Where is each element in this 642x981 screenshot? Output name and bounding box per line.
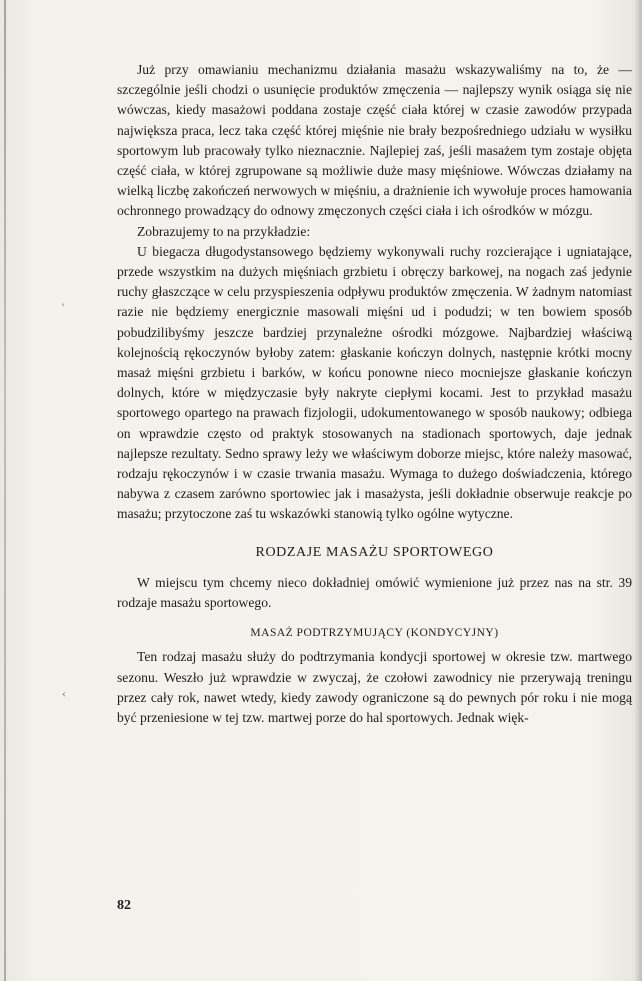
section-heading: RODZAJE MASAŻU SPORTOWEGO <box>255 544 494 560</box>
page-number: 82 <box>117 898 131 913</box>
paragraph-example-intro: Zobrazujemy to na przykładzie: <box>137 223 311 239</box>
margin-mark: ' <box>62 300 65 314</box>
subsection-heading: MASAŻ PODTRZYMUJĄCY (KONDYCYJNY) <box>250 627 499 640</box>
text-body <box>117 60 632 728</box>
page-edge-shadow <box>634 0 642 981</box>
binding-edge <box>4 0 6 981</box>
margin-mark: ‹ <box>62 686 66 700</box>
paragraph-mechanism: Już przy omawianiu mechanizmu działania masażu wskazywaliśmy na to, że — szczególnie jeśli chodzi o usunięcie produktów zmęczenia — najlepszy wynik osiąga się nie wówczas, kiedy masażowi poddana zostaje część ciała której w czasie zawodów przypada największa praca, lecz taka część której mięśnie nie brały bezpośredniego udziału w wysiłku sportowym lub pracowały tylko nieznacznie. Najlepiej zaś, jeśli masażem tym zostaje objęta część ciała, w której zgrupowane są możliwie duże masy mięśniowe. Wówczas działamy na wielką liczbę zakończeń nerwowych w mięśniu, a drażnienie ich wywołuje proces hamowania ochronnego prowadzący do odnowy zmęczonych części ciała i ich ośrodków w mózgu. <box>117 62 632 219</box>
paragraph-section-intro: W miejscu tym chcemy nieco dokładniej omówić wymienione już przez nas na str. 39 rodzaje masażu sportowego. <box>117 574 632 611</box>
paragraph-runner-example: U biegacza długodystansowego będziemy wykonywali ruchy rozcierające i ugniatające, przede wszystkim na dużych mięśniach grzbietu i obręczy barkowej, na nogach zaś jedynie ruchy głaszczące w celu przyspieszenia odpływu produktów zmęczenia. W żadnym natomiast razie nie będziemy energicznie masowali mięśni ud i podudzi; w ten bowiem sposób pobudzilibyśmy jeszcze bardziej przynależne ośrodki mózgowe. Najbardziej właściwą kolejnością rękoczynów byłoby zatem: głaskanie kończyn dolnych, następnie krótki mocny masaż mięśni grzbietu i barków, w końcu ponowne nieco mocniejsze głaskanie kończyn dolnych, które w międzyczasie były nakryte ciepłymi kocami. Jest to przykład masażu sportowego opartego na prawach fizjologii, udokumentowanego w sposób naukowy; odbiega on wprawdzie często od praktyk stosowanych na stadionach sportowych, daje jednak najlepsze rezultaty. Sedno sprawy leży we właściwym doborze miejsc, które należy masować, rodzaju rękoczynów i w czasie trwania masażu. Wymaga to dużego doświadczenia, którego nabywa z czasem zarówno sportowiec jak i masażysta, jeśli dokładnie obserwuje reakcje po masażu; przytoczone zaś tu wskazówki stanowią tylko ogólne wytyczne. <box>117 243 632 522</box>
paragraph-maintenance-massage: Ten rodzaj masażu służy do podtrzymania kondycji sportowej w okresie tzw. martwego sezonu. Weszło już wprawdzie w zwyczaj, że czołowi zawodnicy nie przerywają treningu przez cały rok, nawet wtedy, kiedy zawody ograniczone są do pewnych pór roku i nie mogą być przeniesione w tej tzw. martwej porze do hal sportowych. Jednak więk- <box>117 649 632 726</box>
